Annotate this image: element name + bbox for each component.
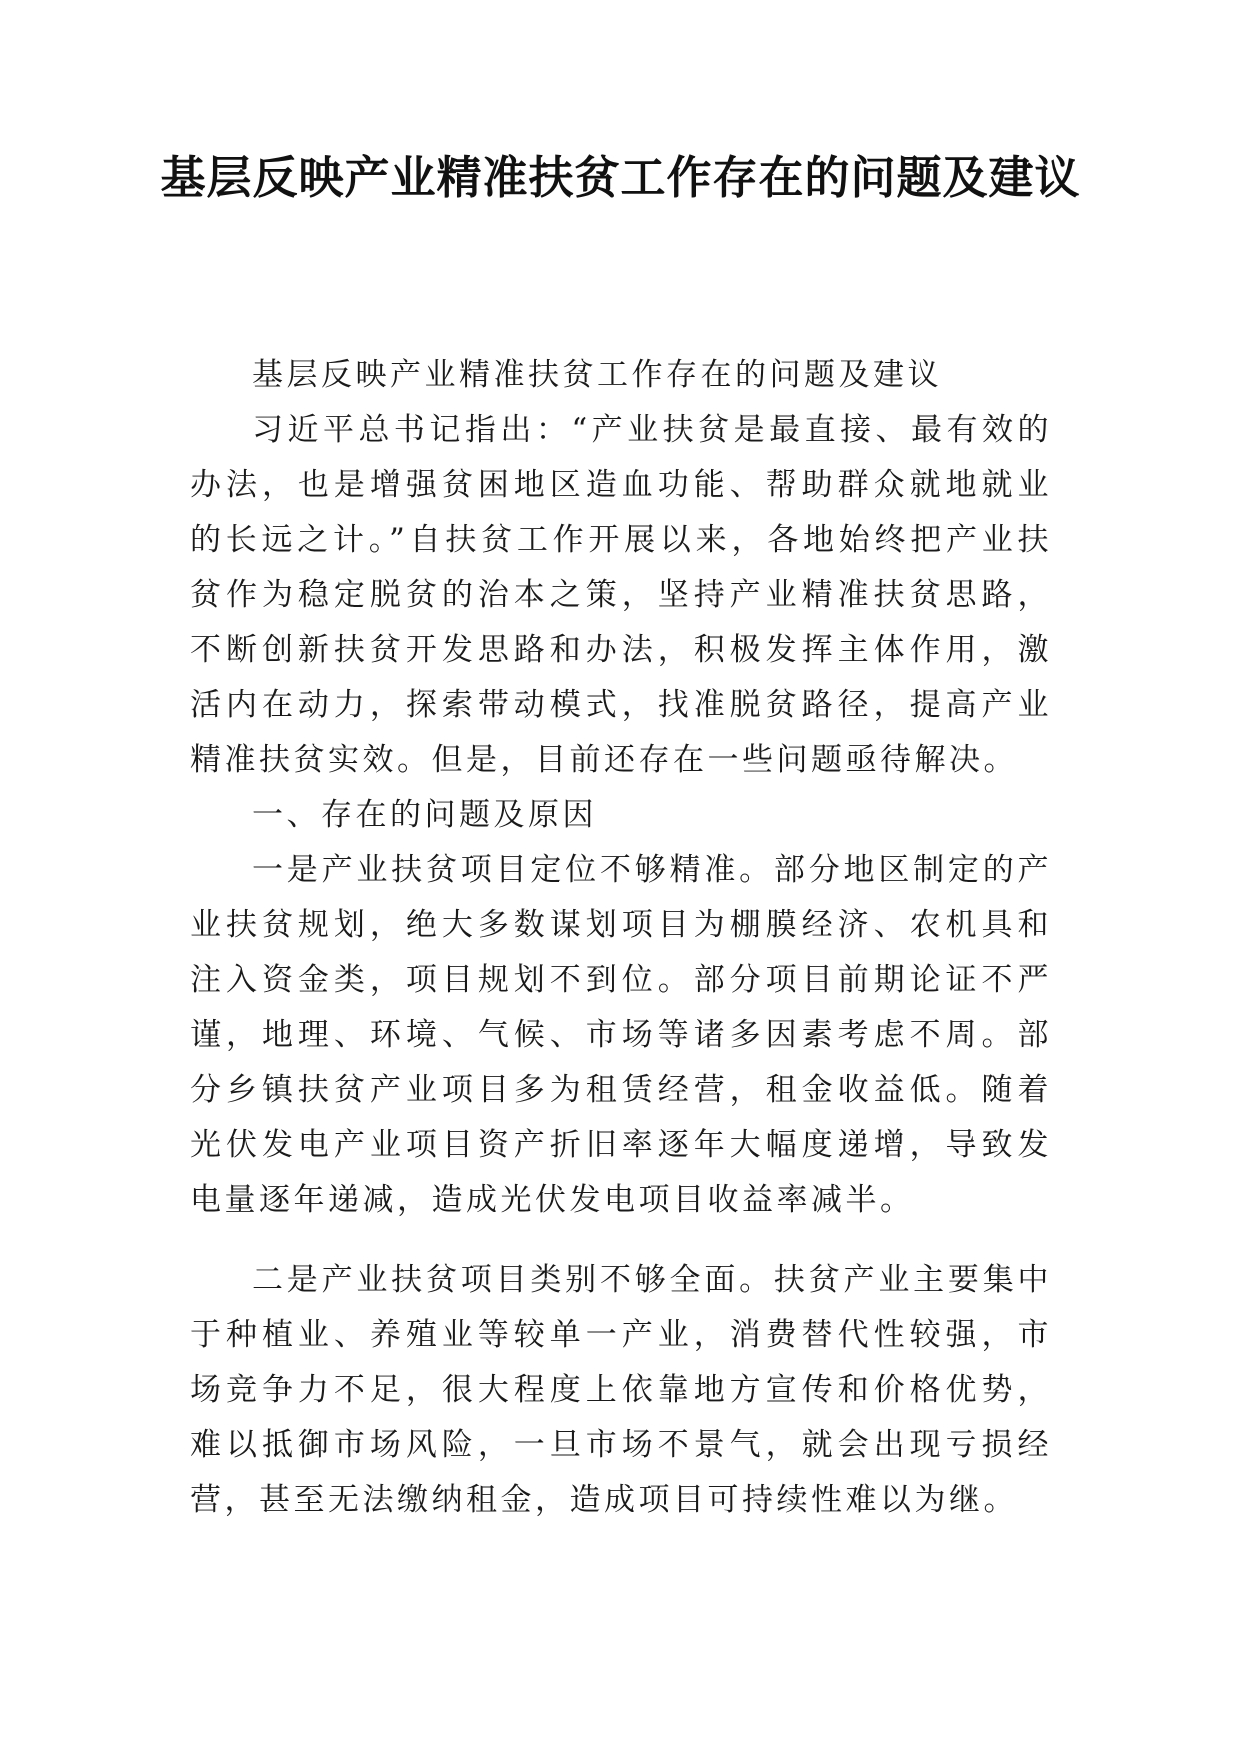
subtitle-paragraph: 基层反映产业精准扶贫工作存在的问题及建议 [252,357,942,393]
document-title: 基层反映产业精准扶贫工作存在的问题及建议 [160,151,1081,204]
intro-paragraph: 习近平总书记指出：“产业扶贫是最直接、最有效的办法，也是增强贫困地区造血功能、帮助群众就地就业的长远之计。”自扶贫工作开展以来，各地始终把产业扶贫作为稳定脱贫的治本之策，坚持产业精准扶贫思路，不断创新扶贫开发思路和办法，积极发挥主体作用，激活内在动力，探索带动模式，找准脱贫路径，提高产业精准扶贫实效。但是，目前还存在一些问题亟待解决。 [190,412,1052,778]
document-body [190,348,1052,1528]
problem-one-paragraph: 一是产业扶贫项目定位不够精准。部分地区制定的产业扶贫规划，绝大多数谋划项目为棚膜经济、农机具和注入资金类，项目规划不到位。部分项目前期论证不严谨，地理、环境、气候、市场等诸多因素考虑不周。部分乡镇扶贫产业项目多为租赁经营，租金收益低。随着光伏发电产业项目资产折旧率逐年大幅度递增，导致发电量逐年递减，造成光伏发电项目收益率减半。 [190,852,1052,1218]
problem-two-paragraph: 二是产业扶贫项目类别不够全面。扶贫产业主要集中于种植业、养殖业等较单一产业，消费替代性较强，市场竞争力不足，很大程度上依靠地方宣传和价格优势，难以抵御市场风险，一旦市场不景气，就会出现亏损经营，甚至无法缴纳租金，造成项目可持续性难以为继。 [190,1262,1052,1518]
section-heading: 一、存在的问题及原因 [252,797,597,833]
